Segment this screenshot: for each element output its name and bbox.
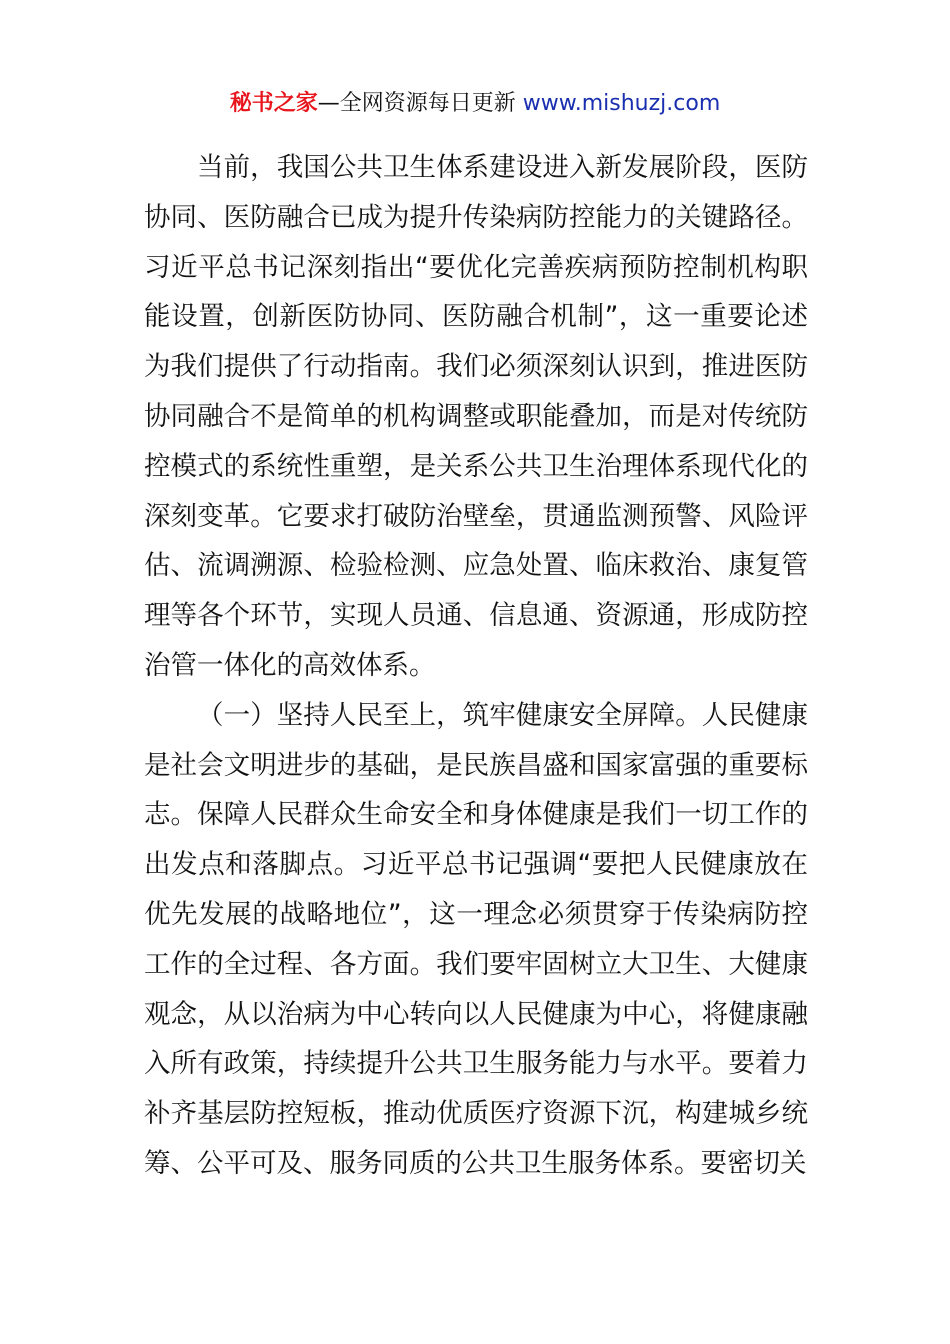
brand-name: 秘书之家 [229,91,318,116]
document-body [144,143,808,1189]
paragraph-section-1: （一）坚持人民至上，筑牢健康安全屏障。人民健康是社会文明进步的基础，是民族昌盛和国家富强的重要标志。保障人民群众生命安全和身体健康是我们一切工作的出发点和落脚点。习近平总书记强调“要把人民健康放在优先发展的战略地位”，这一理念必须贯穿于传染病防控工作的全过程、各方面。我们要牢固树立大卫生、大健康观念，从以治病为中心转向以人民健康为中心，将健康融入所有政策，持续提升公共卫生服务能力与水平。要着力补齐基层防控短板，推动优质医疗资源下沉，构建城乡统筹、公平可及、服务同质的公共卫生服务体系。要密切关 [144,699,808,1179]
header-tagline: —全网资源每日更新 [317,91,523,116]
website-link[interactable]: www.mishuzj.com [522,91,721,116]
page-header [0,86,950,122]
paragraph-intro: 当前，我国公共卫生体系建设进入新发展阶段，医防协同、医防融合已成为提升传染病防控能力的关键路径。习近平总书记深刻指出“要优化完善疾病预防控制机构职能设置，创新医防协同、医防融合机制”，这一重要论述为我们提供了行动指南。我们必须深刻认识到，推进医防协同融合不是简单的机构调整或职能叠加，而是对传统防控模式的系统性重塑，是关系公共卫生治理体系现代化的深刻变革。它要求打破防治壁垒，贯通监测预警、风险评估、流调溯源、检验检测、应急处置、临床救治、康复管理等各个环节，实现人员通、信息通、资源通，形成防控治管一体化的高效体系。 [144,152,808,681]
